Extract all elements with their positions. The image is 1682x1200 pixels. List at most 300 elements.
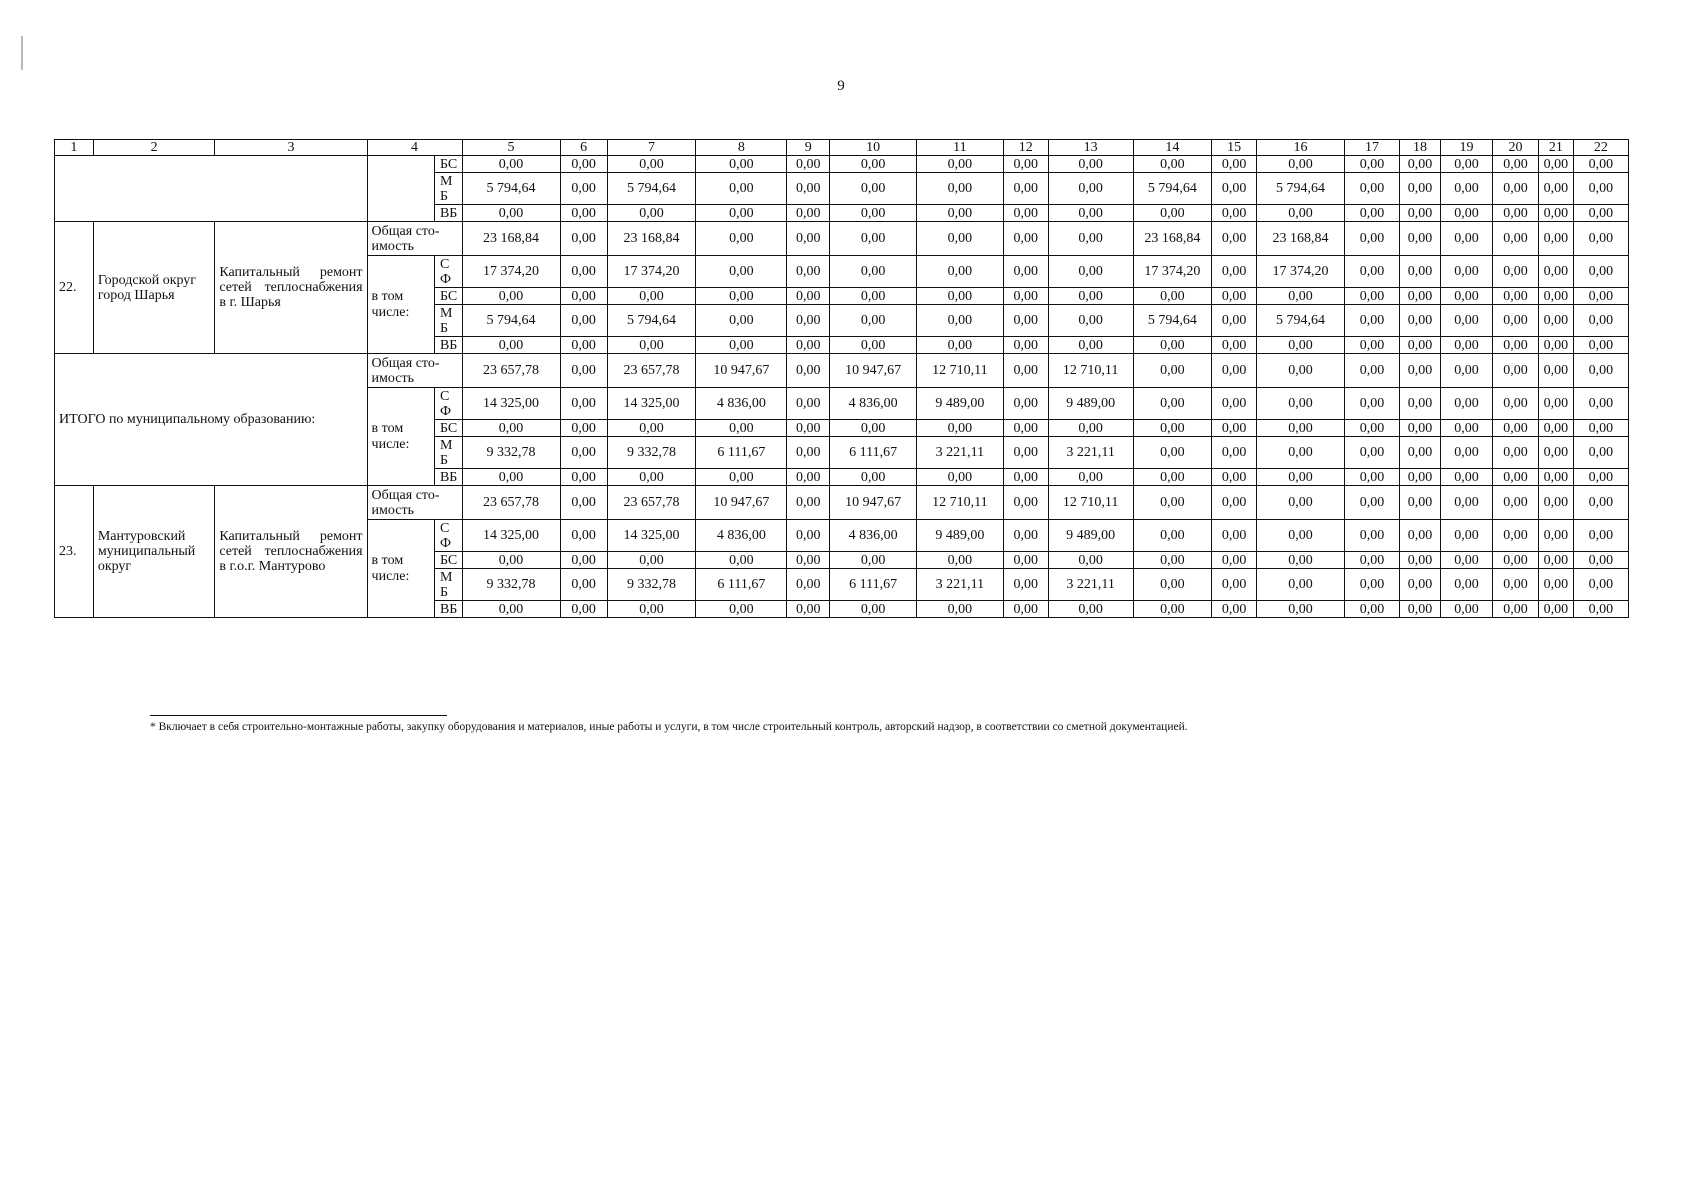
table-cell: 0,00 [830, 420, 917, 437]
table-cell: 0,00 [1493, 222, 1539, 256]
table-cell: 0,00 [1212, 156, 1257, 173]
column-number: 5 [462, 140, 560, 156]
fund-code: ВБ [434, 337, 462, 354]
table-cell: 0,00 [1573, 486, 1628, 520]
table-cell: 0,00 [1003, 437, 1048, 469]
table-cell: 23 168,84 [462, 222, 560, 256]
table-cell: 9 332,78 [462, 569, 560, 601]
table-cell: 0,00 [1133, 486, 1212, 520]
table-cell: 10 947,67 [696, 486, 787, 520]
table-cell: 0,00 [917, 173, 1004, 205]
table-cell: 0,00 [787, 288, 830, 305]
project-description: Капитальный ремонт сетей теплоснабжения в г. Шарья [215, 222, 367, 354]
table-cell: 0,00 [1003, 205, 1048, 222]
table-cell: 0,00 [1493, 305, 1539, 337]
table-cell: 23 657,78 [607, 354, 696, 388]
table-cell: 0,00 [1538, 222, 1573, 256]
table-cell: 12 710,11 [1048, 486, 1133, 520]
table-cell: 0,00 [1440, 388, 1492, 420]
table-cell: 0,00 [787, 354, 830, 388]
table-cell: 0,00 [830, 222, 917, 256]
table-cell: 17 374,20 [1133, 256, 1212, 288]
table-cell: 0,00 [1257, 552, 1345, 569]
table-cell: 0,00 [1133, 469, 1212, 486]
table-cell: 0,00 [1257, 388, 1345, 420]
column-number: 20 [1493, 140, 1539, 156]
table-cell: 0,00 [1257, 288, 1345, 305]
table-cell: 0,00 [696, 288, 787, 305]
table-cell: 0,00 [607, 205, 696, 222]
table-cell: 0,00 [1003, 288, 1048, 305]
table-cell: 0,00 [696, 305, 787, 337]
table-cell: 0,00 [1003, 601, 1048, 618]
table-cell: 6 111,67 [696, 569, 787, 601]
fund-code: ВБ [434, 601, 462, 618]
fund-code: СФ [434, 256, 462, 288]
table-cell: 0,00 [1212, 601, 1257, 618]
total-cost-label: Общая сто-имость [367, 354, 462, 388]
table-cell: 0,00 [1003, 305, 1048, 337]
fund-code: СФ [434, 520, 462, 552]
table-cell: 0,00 [1133, 552, 1212, 569]
table-cell: 0,00 [1133, 569, 1212, 601]
table-cell: 0,00 [1048, 552, 1133, 569]
table-cell: 0,00 [787, 173, 830, 205]
table-cell: 0,00 [1493, 552, 1539, 569]
page-number: 9 [837, 78, 845, 94]
table-cell: 10 947,67 [830, 354, 917, 388]
table-row [55, 156, 1629, 173]
table-cell: 0,00 [1212, 520, 1257, 552]
table-cell: 0,00 [1538, 156, 1573, 173]
table-cell: 0,00 [1344, 222, 1399, 256]
table-cell: 0,00 [1493, 569, 1539, 601]
table-cell: 0,00 [787, 469, 830, 486]
table-cell: 0,00 [1257, 601, 1345, 618]
table-cell: 5 794,64 [1257, 305, 1345, 337]
table-cell: 5 794,64 [1133, 173, 1212, 205]
table-cell: 0,00 [1133, 337, 1212, 354]
table-cell: 0,00 [1573, 601, 1628, 618]
table-cell: 0,00 [1133, 601, 1212, 618]
table-cell: 17 374,20 [1257, 256, 1345, 288]
table-cell: 0,00 [1400, 354, 1441, 388]
table-cell: 0,00 [462, 420, 560, 437]
table-cell: 0,00 [787, 156, 830, 173]
table-cell: 0,00 [1048, 420, 1133, 437]
table-cell: 0,00 [1257, 156, 1345, 173]
table-cell: 0,00 [1003, 420, 1048, 437]
table-cell: 0,00 [1400, 288, 1441, 305]
table-cell: 0,00 [1440, 288, 1492, 305]
table-cell: 0,00 [1400, 156, 1441, 173]
table-cell: 0,00 [1133, 288, 1212, 305]
table-cell: 0,00 [1440, 552, 1492, 569]
column-number: 15 [1212, 140, 1257, 156]
table-cell: 0,00 [560, 305, 607, 337]
table-cell: 0,00 [560, 288, 607, 305]
table-cell: 0,00 [917, 469, 1004, 486]
table-cell: 0,00 [560, 437, 607, 469]
table-cell: 0,00 [1048, 205, 1133, 222]
table-cell: 0,00 [1573, 337, 1628, 354]
table-cell: 0,00 [917, 288, 1004, 305]
table-cell: 9 489,00 [917, 388, 1004, 420]
table-cell: 0,00 [1212, 469, 1257, 486]
table-cell: 0,00 [1344, 437, 1399, 469]
table-cell: 0,00 [1440, 569, 1492, 601]
table-cell: 0,00 [1344, 173, 1399, 205]
table-cell: 0,00 [607, 552, 696, 569]
table-cell: 0,00 [1257, 337, 1345, 354]
table-cell: 0,00 [607, 156, 696, 173]
table-cell: 0,00 [1440, 337, 1492, 354]
table-cell: 0,00 [696, 552, 787, 569]
table-cell: 0,00 [560, 388, 607, 420]
table-cell: 4 836,00 [830, 388, 917, 420]
table-cell: 0,00 [787, 256, 830, 288]
total-cost-label: Общая сто-имость [367, 486, 462, 520]
table-cell: 0,00 [1493, 420, 1539, 437]
table-cell: 0,00 [1133, 205, 1212, 222]
table-cell: 0,00 [830, 288, 917, 305]
table-cell: 0,00 [1212, 420, 1257, 437]
table-cell: 0,00 [830, 156, 917, 173]
table-cell: 0,00 [696, 256, 787, 288]
table-cell: 0,00 [1400, 469, 1441, 486]
table-cell: 0,00 [1440, 256, 1492, 288]
table-cell: 0,00 [560, 569, 607, 601]
table-cell: 0,00 [607, 337, 696, 354]
table-cell: 0,00 [1344, 388, 1399, 420]
table-cell: 0,00 [1493, 486, 1539, 520]
table-cell: 0,00 [1493, 437, 1539, 469]
municipality-name: Городской округ город Шарья [93, 222, 215, 354]
table-cell: 9 332,78 [607, 437, 696, 469]
table-cell: 17 374,20 [607, 256, 696, 288]
table-cell: 0,00 [560, 337, 607, 354]
total-cost-label: Общая сто-имость [367, 222, 462, 256]
table-cell: 3 221,11 [1048, 569, 1133, 601]
table-cell: 5 794,64 [462, 173, 560, 205]
table-cell: 0,00 [560, 173, 607, 205]
table-cell: 0,00 [1440, 156, 1492, 173]
table-cell: 0,00 [462, 337, 560, 354]
table-cell: 0,00 [1538, 569, 1573, 601]
table-cell: 0,00 [560, 552, 607, 569]
table-cell: 0,00 [1344, 569, 1399, 601]
table-cell: 0,00 [1048, 288, 1133, 305]
table-cell: 0,00 [787, 420, 830, 437]
funding-table [54, 139, 1629, 618]
table-cell: 0,00 [1003, 354, 1048, 388]
column-number: 3 [215, 140, 367, 156]
table-cell: 0,00 [1493, 205, 1539, 222]
table-cell: 0,00 [1573, 354, 1628, 388]
table-cell: 0,00 [917, 552, 1004, 569]
table-cell: 0,00 [1493, 520, 1539, 552]
table-cell: 0,00 [696, 337, 787, 354]
table-cell: 0,00 [1257, 486, 1345, 520]
table-cell: 0,00 [1344, 486, 1399, 520]
table-cell: 5 794,64 [462, 305, 560, 337]
table-cell: 0,00 [1538, 288, 1573, 305]
table-cell: 0,00 [1440, 486, 1492, 520]
table-cell: 0,00 [1257, 569, 1345, 601]
table-cell: 0,00 [1493, 601, 1539, 618]
fund-code: МБ [434, 173, 462, 205]
table-cell: 0,00 [830, 552, 917, 569]
table-cell: 0,00 [1400, 420, 1441, 437]
column-number: 17 [1344, 140, 1399, 156]
table-cell: 0,00 [787, 205, 830, 222]
table-cell: 5 794,64 [607, 305, 696, 337]
table-cell: 0,00 [1573, 420, 1628, 437]
table-cell: 0,00 [787, 601, 830, 618]
table-cell: 9 489,00 [1048, 388, 1133, 420]
table-cell: 0,00 [462, 469, 560, 486]
table-cell: 14 325,00 [462, 520, 560, 552]
table-cell: 0,00 [560, 520, 607, 552]
table-cell: 0,00 [1573, 205, 1628, 222]
table-cell: 10 947,67 [830, 486, 917, 520]
table-cell: 0,00 [462, 156, 560, 173]
column-number: 8 [696, 140, 787, 156]
table-cell: 0,00 [1400, 552, 1441, 569]
table-cell: 0,00 [1003, 486, 1048, 520]
table-cell: 0,00 [1493, 388, 1539, 420]
table-cell: 0,00 [1400, 222, 1441, 256]
table-cell: 0,00 [1212, 305, 1257, 337]
column-number: 16 [1257, 140, 1345, 156]
column-number: 12 [1003, 140, 1048, 156]
table-cell: 0,00 [1212, 552, 1257, 569]
table-cell: 0,00 [1440, 420, 1492, 437]
table-cell: 0,00 [787, 437, 830, 469]
table-cell: 0,00 [917, 205, 1004, 222]
fund-code: БС [434, 156, 462, 173]
project-description: Капитальный ремонт сетей теплоснабжения в г.о.г. Мантурово [215, 486, 367, 618]
table-cell: 0,00 [607, 469, 696, 486]
table-cell: 23 657,78 [462, 354, 560, 388]
table-cell: 0,00 [1400, 205, 1441, 222]
table-cell: 0,00 [1538, 486, 1573, 520]
table-cell: 0,00 [1257, 520, 1345, 552]
column-number: 18 [1400, 140, 1441, 156]
table-cell: 6 111,67 [830, 437, 917, 469]
table-cell: 0,00 [1440, 354, 1492, 388]
table-cell: 0,00 [560, 486, 607, 520]
table-cell: 0,00 [1538, 437, 1573, 469]
column-number: 7 [607, 140, 696, 156]
table-cell: 0,00 [787, 552, 830, 569]
table-cell: 0,00 [1440, 520, 1492, 552]
table-cell: 0,00 [1212, 256, 1257, 288]
table-cell: 0,00 [1003, 222, 1048, 256]
table-cell: 0,00 [1493, 354, 1539, 388]
including-label: в том числе: [367, 520, 434, 618]
column-number: 19 [1440, 140, 1492, 156]
table-cell: 14 325,00 [607, 520, 696, 552]
fund-code: ВБ [434, 205, 462, 222]
table-cell: 0,00 [1400, 337, 1441, 354]
table-cell: 0,00 [560, 420, 607, 437]
table-cell: 9 332,78 [462, 437, 560, 469]
table-cell: 0,00 [1493, 469, 1539, 486]
column-number: 11 [917, 140, 1004, 156]
table-cell: 9 332,78 [607, 569, 696, 601]
table-row [55, 354, 1629, 388]
table-cell: 0,00 [1573, 256, 1628, 288]
table-cell: 0,00 [1538, 601, 1573, 618]
table-cell: 0,00 [462, 601, 560, 618]
table-cell: 0,00 [1003, 173, 1048, 205]
table-cell: 0,00 [1344, 288, 1399, 305]
table-cell: 0,00 [1493, 156, 1539, 173]
table-cell: 0,00 [560, 601, 607, 618]
table-cell: 0,00 [1440, 469, 1492, 486]
table-cell: 0,00 [1538, 520, 1573, 552]
footnote: * Включает в себя строительно-монтажные работы, закупку оборудования и материалов, иные работы и услуги, в том числе строительный контроль, авторский надзор, в соответствии со сметной документацией. [150, 721, 1188, 733]
including-blank [367, 156, 434, 222]
table-cell: 0,00 [1538, 469, 1573, 486]
table-cell: 0,00 [1048, 256, 1133, 288]
table-cell: 0,00 [1048, 222, 1133, 256]
table-cell: 0,00 [787, 337, 830, 354]
table-cell: 17 374,20 [462, 256, 560, 288]
table-cell: 0,00 [1440, 305, 1492, 337]
table-cell: 0,00 [1133, 156, 1212, 173]
table-cell: 23 657,78 [462, 486, 560, 520]
table-cell: 0,00 [1344, 469, 1399, 486]
table-cell: 0,00 [1344, 552, 1399, 569]
table-cell: 0,00 [1573, 305, 1628, 337]
table-cell: 6 111,67 [696, 437, 787, 469]
table-cell: 0,00 [1538, 205, 1573, 222]
table-cell: 23 168,84 [1257, 222, 1345, 256]
table-cell: 0,00 [560, 469, 607, 486]
table-cell: 0,00 [1573, 520, 1628, 552]
table-cell: 0,00 [1573, 288, 1628, 305]
table-cell: 0,00 [1212, 205, 1257, 222]
table-cell: 23 657,78 [607, 486, 696, 520]
table-cell: 0,00 [696, 222, 787, 256]
table-cell: 0,00 [607, 601, 696, 618]
table-cell: 0,00 [1048, 601, 1133, 618]
including-label: в том числе: [367, 256, 434, 354]
table-cell: 0,00 [1257, 437, 1345, 469]
including-label: в том числе: [367, 388, 434, 486]
table-cell: 0,00 [1400, 305, 1441, 337]
fund-code: МБ [434, 569, 462, 601]
table-cell: 0,00 [787, 222, 830, 256]
entry-number: 23. [55, 486, 94, 618]
table-cell: 0,00 [1212, 486, 1257, 520]
table-cell: 0,00 [1003, 469, 1048, 486]
column-number: 4 [367, 140, 462, 156]
table-cell: 0,00 [696, 469, 787, 486]
table-cell: 0,00 [917, 222, 1004, 256]
table-cell: 3 221,11 [917, 437, 1004, 469]
table-cell: 0,00 [1133, 420, 1212, 437]
table-cell: 0,00 [787, 520, 830, 552]
table-cell: 0,00 [1212, 569, 1257, 601]
table-cell: 0,00 [917, 337, 1004, 354]
table-cell: 0,00 [560, 156, 607, 173]
table-cell: 0,00 [917, 305, 1004, 337]
table-cell: 0,00 [1573, 569, 1628, 601]
table-cell: 0,00 [1344, 205, 1399, 222]
table-cell: 0,00 [1538, 354, 1573, 388]
table-cell: 0,00 [1538, 552, 1573, 569]
table-cell: 0,00 [830, 305, 917, 337]
table-cell: 4 836,00 [830, 520, 917, 552]
table-cell: 0,00 [1573, 156, 1628, 173]
fund-code: БС [434, 552, 462, 569]
table-cell: 0,00 [1003, 569, 1048, 601]
table-cell: 0,00 [1048, 469, 1133, 486]
table-cell: 0,00 [1003, 388, 1048, 420]
table-cell: 0,00 [787, 388, 830, 420]
table-cell: 0,00 [1573, 388, 1628, 420]
table-cell: 14 325,00 [607, 388, 696, 420]
table-cell: 0,00 [696, 601, 787, 618]
table-cell: 3 221,11 [1048, 437, 1133, 469]
table-cell: 0,00 [1493, 173, 1539, 205]
table-cell: 0,00 [1573, 437, 1628, 469]
table-cell: 0,00 [1003, 552, 1048, 569]
table-cell: 0,00 [917, 420, 1004, 437]
table-cell: 0,00 [1003, 520, 1048, 552]
table-cell: 0,00 [1133, 520, 1212, 552]
table-cell: 0,00 [1440, 437, 1492, 469]
fund-code: СФ [434, 388, 462, 420]
fund-code: БС [434, 288, 462, 305]
table-cell: 12 710,11 [1048, 354, 1133, 388]
table-cell: 0,00 [1344, 337, 1399, 354]
column-number: 21 [1538, 140, 1573, 156]
table-cell: 0,00 [1344, 520, 1399, 552]
table-cell: 0,00 [560, 354, 607, 388]
table-cell: 0,00 [917, 156, 1004, 173]
table-cell: 0,00 [607, 420, 696, 437]
table-cell: 0,00 [1212, 173, 1257, 205]
table-cell: 0,00 [1538, 337, 1573, 354]
table-cell: 0,00 [1257, 354, 1345, 388]
table-cell: 0,00 [1212, 222, 1257, 256]
table-cell: 3 221,11 [917, 569, 1004, 601]
table-cell: 9 489,00 [917, 520, 1004, 552]
table-cell: 0,00 [830, 173, 917, 205]
table-cell: 0,00 [1400, 388, 1441, 420]
table-cell: 0,00 [1538, 173, 1573, 205]
table-cell: 0,00 [1344, 420, 1399, 437]
table-cell: 0,00 [830, 337, 917, 354]
column-number: 2 [93, 140, 215, 156]
scan-artifact-line [21, 36, 23, 70]
table-cell: 0,00 [1344, 601, 1399, 618]
fund-code: МБ [434, 305, 462, 337]
table-cell: 0,00 [787, 305, 830, 337]
table-cell: 0,00 [1257, 420, 1345, 437]
table-cell: 0,00 [1440, 173, 1492, 205]
column-number: 22 [1573, 140, 1628, 156]
column-number: 1 [55, 140, 94, 156]
table-cell: 0,00 [1048, 156, 1133, 173]
footnote-rule [150, 715, 447, 716]
table-cell: 0,00 [1573, 173, 1628, 205]
table-cell: 0,00 [696, 156, 787, 173]
